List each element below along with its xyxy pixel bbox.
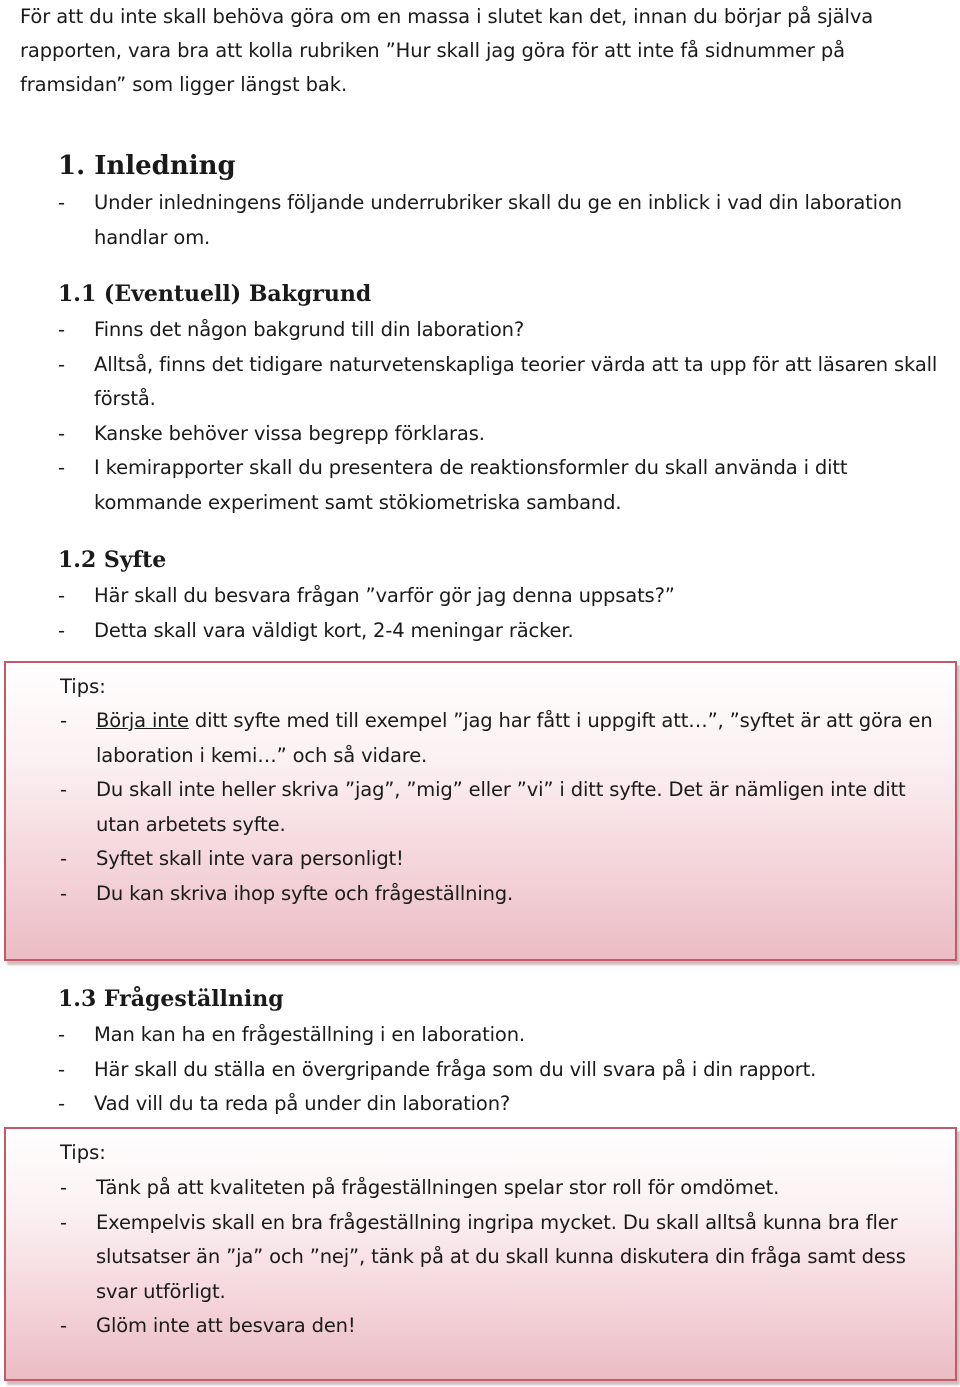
syfte-tips-box [4,661,957,961]
list-item: - Här skall du besvara frågan ”varför gör jag denna uppsats?” [58,579,938,614]
dash-bullet: - [58,1023,65,1046]
fragestallning-tips-box [4,1127,957,1381]
underlined-text: Börja inte [96,709,189,732]
list-item: - Under inledningens följande underrubriker skall du ge en inblick i vad din laboration handlar om. [58,186,938,255]
syfte-list [58,579,938,648]
list-item: - Här skall du ställa en övergripande fråga som du vill svara på i din rapport. [58,1053,938,1088]
dash-bullet: - [60,1176,67,1199]
tips-label: Tips: [60,1141,106,1164]
list-item: - Finns det någon bakgrund till din laboration? [58,313,938,348]
fragestallning-list [58,1018,938,1122]
list-item: - Syftet skall inte vara personligt! [60,842,940,877]
dash-bullet: - [58,1057,65,1081]
heading-fragestallning: 1.3 Frågeställning [58,986,284,1012]
dash-bullet: - [60,1314,67,1338]
dash-bullet: - [60,778,67,802]
intro-paragraph: För att du inte skall behöva göra om en massa i slutet kan det, innan du börjar på själva rapporten, vara bra att kolla rubriken ”Hur skall jag göra för att inte få sidnummer på framsidan” som ligger längst bak. [20,5,874,96]
dash-bullet: - [58,352,65,376]
dash-bullet: - [58,618,65,642]
dash-bullet: - [58,456,65,480]
list-item: - Du kan skriva ihop syfte och frågeställning. [60,877,940,912]
heading-syfte: 1.2 Syfte [58,547,167,573]
list-item: - Du skall inte heller skriva ”jag”, ”mig” eller ”vi” i ditt syfte. Det är nämligen inte ditt utan arbetets syfte. [60,773,940,842]
dash-bullet: - [60,709,67,732]
list-item: - Kanske behöver vissa begrepp förklaras. [58,417,938,452]
dash-bullet: - [58,584,65,607]
fragestallning-tips-list [60,1171,940,1344]
dash-bullet: - [60,1210,67,1234]
dash-bullet: - [60,881,67,905]
list-item: - Detta skall vara väldigt kort, 2-4 meningar räcker. [58,614,938,649]
dash-bullet: - [60,847,67,871]
list-item: - Vad vill du ta reda på under din laboration? [58,1087,938,1122]
dash-bullet: - [58,191,65,214]
dash-bullet: - [58,1092,65,1116]
bakgrund-list [58,313,938,521]
syfte-tips-list [60,704,940,912]
list-item: - Man kan ha en frågeställning i en laboration. [58,1018,938,1053]
heading-bakgrund: 1.1 (Eventuell) Bakgrund [58,281,372,307]
list-item: - Exempelvis skall en bra frågeställning ingripa mycket. Du skall alltså kunna bra fler slutsatser än ”ja” och ”nej”, tänk på at du skall kunna diskutera din fråga samt dess svar utförligt. [60,1206,940,1310]
list-item: - I kemirapporter skall du presentera de reaktionsformler du skall använda i ditt kommande experiment samt stökiometriska samband. [58,451,938,520]
dash-bullet: - [58,318,65,341]
dash-bullet: - [58,421,65,445]
heading-inledning: 1. Inledning [58,151,236,181]
inledning-list [58,186,938,255]
list-item: - Börja inte ditt syfte med till exempel ”jag har fått i uppgift att…”, ”syftet är att göra en laboration i kemi…” och så vidare. [60,704,940,773]
list-item: - Alltså, finns det tidigare naturvetenskapliga teorier värda att ta upp för att läsaren skall förstå. [58,348,938,417]
list-item: - Tänk på att kvaliteten på frågeställningen spelar stor roll för omdömet. [60,1171,940,1206]
tips-label: Tips: [60,675,106,698]
list-item: - Glöm inte att besvara den! [60,1309,940,1344]
